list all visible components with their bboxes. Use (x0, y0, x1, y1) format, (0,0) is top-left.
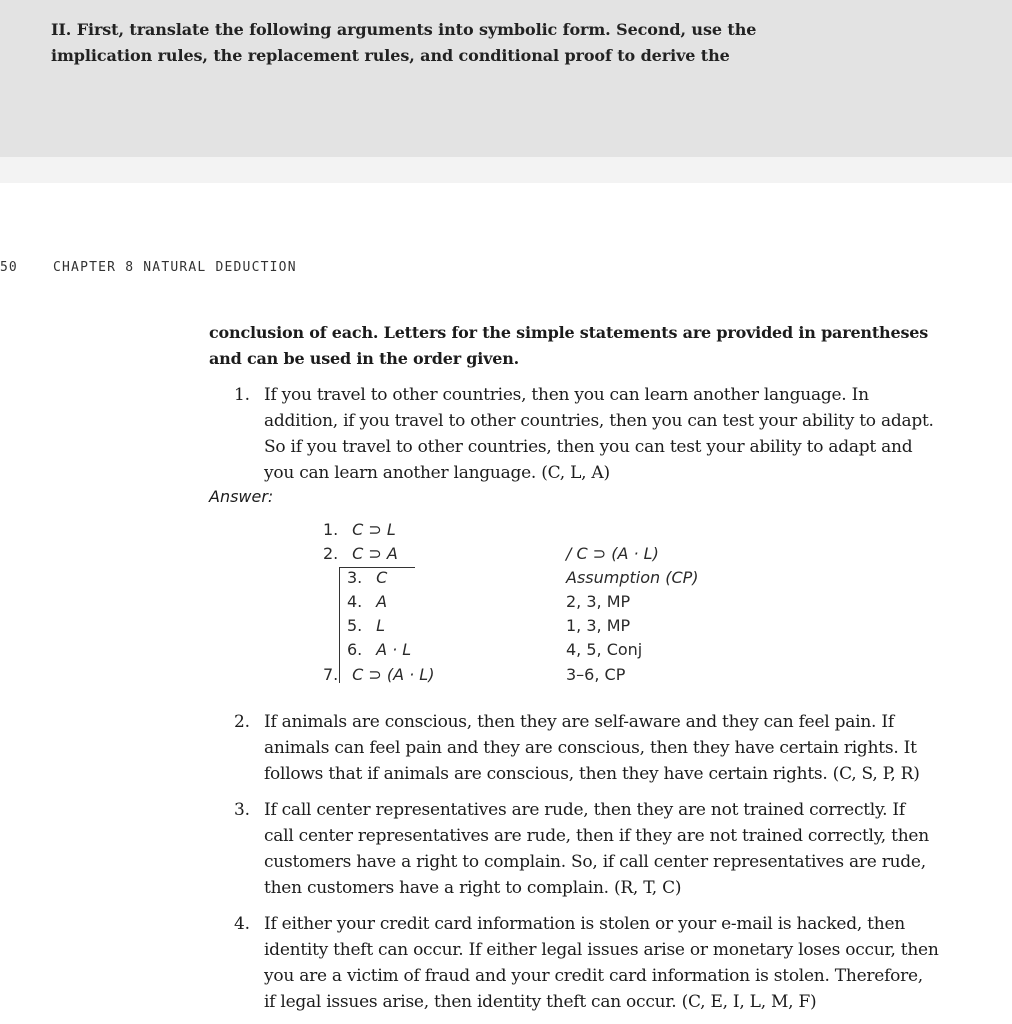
formula: C ⊃ A (352, 544, 398, 563)
formula: A (376, 592, 388, 611)
conclusion-target: / C ⊃ (A · L) (566, 544, 659, 563)
formula: C ⊃ L (352, 520, 396, 539)
problem-4 (234, 911, 939, 1015)
exercise-intro-continuation: conclusion of each. Letters for the simple statements are provided in parentheses and can be used in the order given. (209, 323, 929, 368)
problem-number: 4. (234, 914, 250, 934)
answer-label: Answer: (209, 487, 274, 506)
formula: A · L (376, 640, 412, 659)
formula: L (376, 616, 386, 635)
justification: Assumption (CP) (566, 568, 699, 587)
justification: 1, 3, MP (566, 616, 631, 635)
problem-2 (234, 709, 939, 787)
problem-number: 2. (234, 712, 250, 732)
line-number: 3. (347, 568, 363, 587)
line-number: 7. (323, 665, 339, 684)
problem-text: If call center representatives are rude, then they are not trained correctly. If call center representatives are rude, then if they are not trained correctly, then customers have a right to complain. So, if call center representatives are rude, then customers have a right to complain. (R, T, C) (264, 800, 929, 898)
justification: 3–6, CP (566, 665, 626, 684)
line-number: 1. (323, 520, 339, 539)
line-number: 6. (347, 640, 363, 659)
formula: C (376, 568, 388, 587)
proof-line-7 (323, 665, 434, 684)
proof-line-3 (347, 568, 387, 587)
problem-text: If either your credit card information is stolen or your e-mail is hacked, then identity theft can occur. If either legal issues arise or monetary loses occur, then you are a victim of fraud and your credit card information is stolen. Therefore, if legal issues arise, then identity theft can occur. (C, E, I, L, M, F) (264, 914, 939, 1012)
proof-line-1 (323, 520, 396, 539)
problem-text: If you travel to other countries, then you can learn another language. In addition, if you travel to other countries, then you can test your ability to adapt. So if you travel to other countries, then you can test your ability to adapt and you can learn another language. (C, L, A) (264, 385, 934, 483)
previous-page-banner (0, 0, 1012, 157)
line-number: 2. (323, 544, 339, 563)
exercise-intro: II. First, translate the following arguments into symbolic form. Second, use the implication rules, the replacement rules, and conditional proof to derive the (51, 20, 757, 65)
page-separator (0, 157, 1012, 183)
proof-table (323, 520, 743, 690)
problem-number: 1. (234, 385, 250, 405)
page-number: 50 (0, 260, 18, 275)
proof-line-5 (347, 616, 385, 635)
proof-line-4 (347, 592, 387, 611)
problem-number: 3. (234, 800, 250, 820)
problem-1 (234, 382, 939, 486)
proof-line-2 (323, 544, 398, 563)
line-number: 4. (347, 592, 363, 611)
problem-3 (234, 797, 939, 901)
justification: 4, 5, Conj (566, 640, 643, 659)
proof-line-6 (347, 640, 411, 659)
justification: 2, 3, MP (566, 592, 631, 611)
line-number: 5. (347, 616, 363, 635)
running-head: CHAPTER 8 NATURAL DEDUCTION (53, 260, 297, 275)
formula: C ⊃ (A · L) (352, 665, 435, 684)
problem-text: If animals are conscious, then they are self-aware and they can feel pain. If animals can feel pain and they are conscious, then they have certain rights. It follows that if animals are conscious, then they have certain rights. (C, S, P, R) (264, 712, 920, 784)
